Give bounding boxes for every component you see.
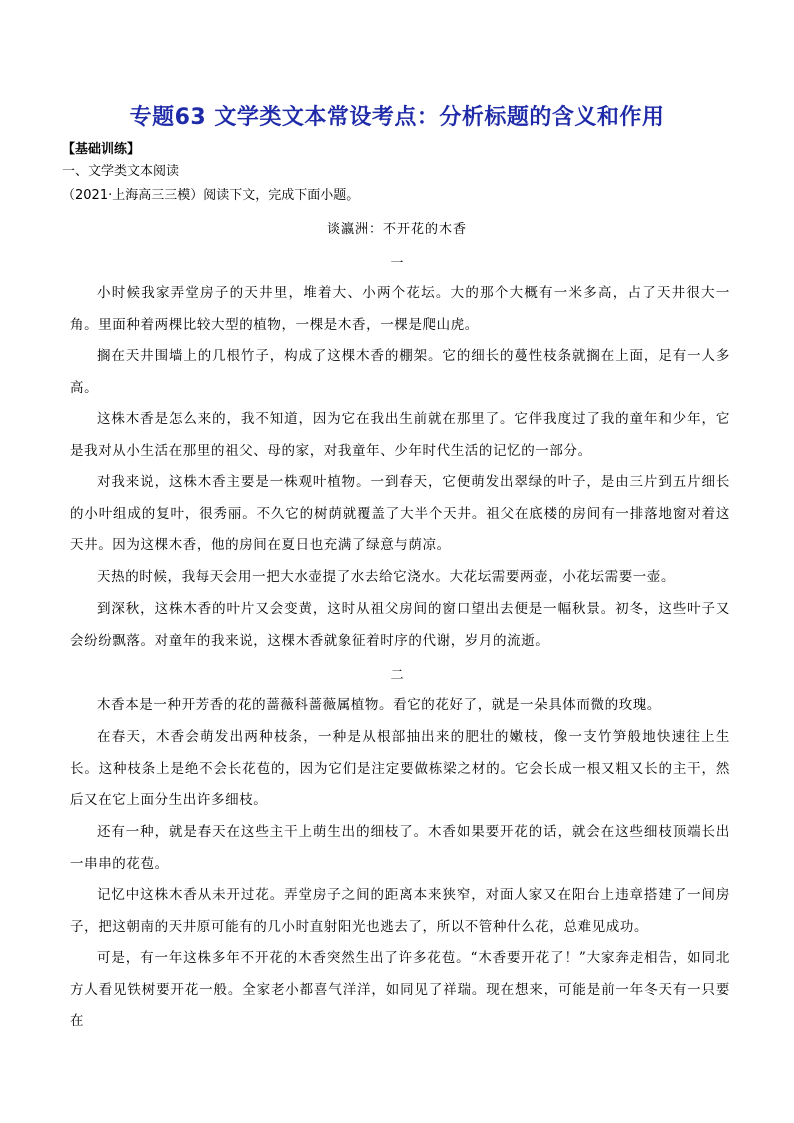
paragraph: 木香本是一种开芳香的花的蔷薇科蔷薇属植物。看它的花好了，就是一朵具体而微的玫瑰。: [97, 697, 661, 713]
page-title: 专题63 文学类文本常设考点：分析标题的含义和作用: [129, 105, 665, 130]
section-heading-two: 二: [390, 668, 404, 683]
article-title: 谈瀛洲：不开花的木香: [326, 222, 467, 237]
paragraph: 可是，有一年这株多年不开花的木香突然生出了许多花苞。“木香要开花了！”大家奔走相告，如同北方人看见铁树要开花一般。全家老小都喜气洋洋，如同见了祥瑞。现在想来，可能是前一年冬天有一只要在: [70, 950, 730, 1029]
instruction-text: （2021·上海高三三模）阅读下文，完成下面小题。: [62, 188, 360, 203]
paragraph: 对我来说，这株木香主要是一株观叶植物。一到春天，它便萌发出翠绿的叶子，是由三片到五片细长的小叶组成的复叶，很秀丽。不久它的树荫就覆盖了大半个天井。祖父在底楼的房间有一排落地窗对着这天井。因为这棵木香，他的房间在夏日也充满了绿意与荫凉。: [70, 474, 730, 553]
paragraph: 在春天，木香会萌发出两种枝条，一种是从根部抽出来的肥壮的嫩枝，像一支竹笋般地快速往上生长。这种枝条上是绝不会长花苞的，因为它们是注定要做栋梁之材的。它会长成一根又粗又长的主干，然后又在它上面分生出许多细枝。: [70, 729, 730, 808]
paragraph: 记忆中这株木香从未开过花。弄堂房子之间的距离本来狭窄，对面人家又在阳台上违章搭建了一间房子，把这朝南的天井原可能有的几小时直射阳光也逃去了，所以不管种什么花，总难见成功。: [70, 887, 730, 935]
paragraph: 还有一种，就是春天在这些主干上萌生出的细枝了。木香如果要开花的话，就会在这些细枝顶端长出一串串的花苞。: [70, 824, 730, 872]
paragraph: 这株木香是怎么来的，我不知道，因为它在我出生前就在那里了。它伴我度过了我的童年和少年，它是我对从小生活在那里的祖父、母的家，对我童年、少年时代生活的记忆的一部分。: [70, 411, 730, 459]
section-label: 【基础训练】: [62, 142, 141, 157]
section-heading-one: 一: [390, 256, 404, 271]
part-heading: 一、文学类文本阅读: [62, 164, 180, 179]
paragraph: 天热的时候，我每天会用一把大水壶提了水去给它浇水。大花坛需要两壶，小花坛需要一壶。: [97, 569, 676, 585]
paragraph: 搁在天井围墙上的几根竹子，构成了这棵木香的棚架。它的细长的蔓性枝条就搁在上面，足有一人多高。: [70, 348, 730, 396]
paragraph: 到深秋，这株木香的叶片又会变黄，这时从祖父房间的窗口望出去便是一幅秋景。初冬，这些叶子又会纷纷飘落。对童年的我来说，这棵木香就象征着时序的代谢，岁月的流逝。: [70, 601, 730, 649]
paragraph: 小时候我家弄堂房子的天井里，堆着大、小两个花坛。大的那个大概有一米多高，占了天井很大一角。里面种着两棵比较大型的植物，一棵是木香，一棵是爬山虎。: [70, 285, 730, 333]
